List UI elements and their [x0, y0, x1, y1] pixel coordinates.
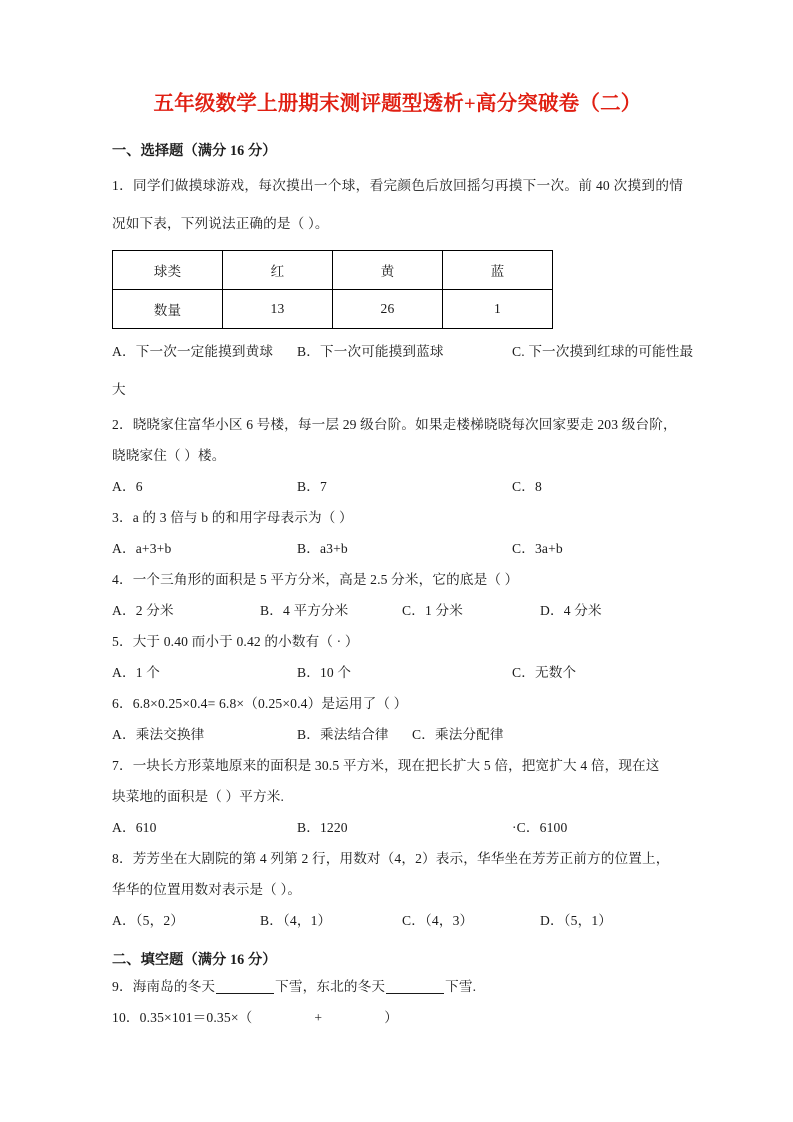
question-6-options [112, 719, 683, 750]
question-4-options [112, 595, 683, 626]
question-5-text: 5．大于 0.40 而小于 0.42 的小数有（ · ） [112, 633, 359, 649]
option-3-c[interactable]: C．3a+b [512, 540, 563, 556]
option-1-a[interactable]: A．下一次一定能摸到黄球 [112, 343, 274, 359]
question-7-options [112, 812, 683, 843]
option-1-c-continuation: 大 [112, 381, 126, 397]
option-5-c[interactable]: C．无数个 [512, 664, 577, 680]
table-cell-color-yellow: 黄 [333, 250, 443, 289]
option-7-b[interactable]: B．1220 [297, 819, 348, 835]
option-4-d[interactable]: D．4 分米 [540, 602, 602, 618]
table-cell-count-red: 13 [223, 289, 333, 328]
option-8-a[interactable]: A．（5，2） [112, 912, 185, 928]
option-6-c[interactable]: C．乘法分配律 [412, 726, 504, 742]
question-9-suffix: 下雪. [445, 979, 477, 995]
question-5-options [112, 657, 683, 688]
question-9-prefix: 9．海南岛的冬天 [112, 979, 216, 995]
table-cell-count-yellow: 26 [333, 289, 443, 328]
option-4-b[interactable]: B．4 平方分米 [260, 602, 349, 618]
question-8-text: 8．芳芳坐在大剧院的第 4 列第 2 行，用数对（4，2）表示，华华坐在芳芳正前方的位置上， [112, 850, 670, 866]
table-cell-count-blue: 1 [443, 289, 553, 328]
question-8-options [112, 905, 683, 936]
option-6-b[interactable]: B．乘法结合律 [297, 726, 389, 742]
option-1-c[interactable]: C. 下一次摸到红球的可能性最 [512, 343, 694, 359]
table-row [113, 250, 553, 289]
question-9-text [112, 971, 683, 1002]
option-3-b[interactable]: B．a3+b [297, 540, 348, 556]
option-6-a[interactable]: A．乘法交换律 [112, 726, 205, 742]
page-title: 五年级数学上册期末测评题型透析+高分突破卷（二） [153, 93, 642, 115]
table-cell-row-label: 数量 [113, 289, 223, 328]
question-1-text: 1．同学们做摸球游戏，每次摸出一个球，看完颜色后放回摇匀再摸下一次。前 40 次摸到的情况如下表，下列说法正确的是（ ）。 [112, 177, 683, 231]
option-4-a[interactable]: A．2 分米 [112, 602, 174, 618]
question-7-text-line2: 块菜地的面积是（ ）平方米. [112, 788, 285, 804]
option-4-c[interactable]: C．1 分米 [402, 602, 463, 618]
option-2-a[interactable]: A．6 [112, 478, 143, 494]
option-3-a[interactable]: A．a+3+b [112, 540, 172, 556]
question-10-prefix: 10．0.35×101＝0.35×（ [112, 1010, 253, 1026]
option-7-c[interactable]: ·C．6100 [512, 819, 568, 835]
table-cell-color-red: 红 [223, 250, 333, 289]
question-6-text: 6．6.8×0.25×0.4= 6.8×（0.25×0.4）是运用了（ ） [112, 695, 408, 711]
section-heading-fill-blank: 二、填空题（满分 16 分） [112, 951, 277, 968]
question-3-options [112, 533, 683, 564]
question-3-text: 3．a 的 3 倍与 b 的和用字母表示为（ ） [112, 509, 353, 525]
question-10-plus: + [314, 1010, 323, 1026]
option-5-b[interactable]: B．10 个 [297, 664, 352, 680]
option-8-d[interactable]: D．（5，1） [540, 912, 613, 928]
question-7-text: 7．一块长方形菜地原来的面积是 30.5 平方米，现在把长扩大 5 倍，把宽扩大 4 倍，现在这 [112, 757, 660, 773]
question-1-options [112, 333, 694, 371]
question-2-text: 2．晓晓家住富华小区 6 号楼，每一层 29 级台阶。如果走楼梯晓晓每次回家要走 203 级台阶， [112, 416, 677, 432]
question-10-text [112, 1002, 683, 1033]
question-2-text-line2: 晓晓家住（ ）楼。 [112, 447, 226, 463]
option-1-b[interactable]: B．下一次可能摸到蓝球 [297, 343, 444, 359]
ball-count-table [112, 250, 553, 329]
option-2-c[interactable]: C．8 [512, 478, 542, 494]
option-5-a[interactable]: A．1 个 [112, 664, 160, 680]
option-7-a[interactable]: A．610 [112, 819, 157, 835]
question-10-suffix: ） [384, 1010, 398, 1026]
table-cell-row-label: 球类 [113, 250, 223, 289]
question-9-middle: 下雪，东北的冬天 [275, 979, 386, 995]
answer-blank-9-1[interactable] [216, 993, 274, 994]
option-8-c[interactable]: C．（4，3） [402, 912, 474, 928]
option-2-b[interactable]: B．7 [297, 478, 327, 494]
answer-blank-9-2[interactable] [386, 993, 444, 994]
question-4-text: 4．一个三角形的面积是 5 平方分米，高是 2.5 分米，它的底是（ ） [112, 571, 519, 587]
option-8-b[interactable]: B．（4，1） [260, 912, 332, 928]
table-row [113, 289, 553, 328]
table-cell-color-blue: 蓝 [443, 250, 553, 289]
question-2-options [112, 471, 683, 502]
question-8-text-line2: 华华的位置用数对表示是（ ）。 [112, 881, 302, 897]
section-heading-choice: 一、选择题（满分 16 分） [112, 142, 277, 159]
